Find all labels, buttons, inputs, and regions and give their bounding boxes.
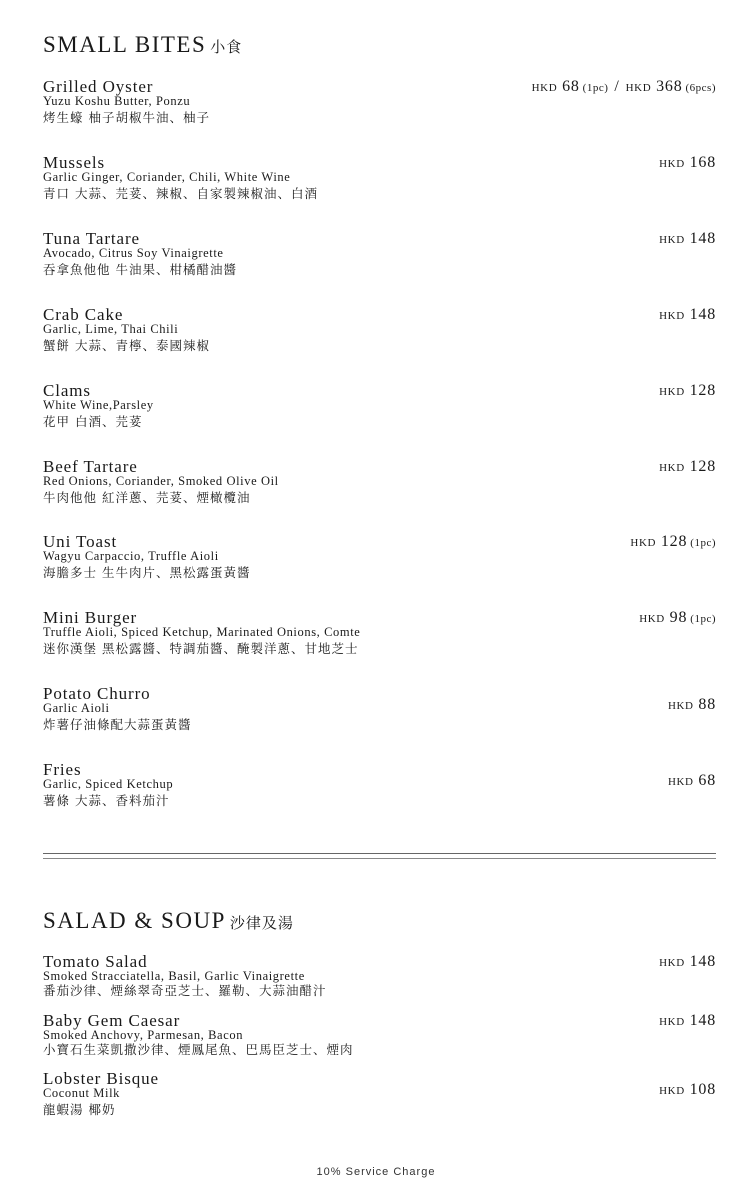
item-description: Garlic Aioli — [43, 701, 110, 715]
price-currency: HKD — [659, 957, 685, 969]
menu-item-beef-tartare — [43, 458, 716, 518]
item-description-zh: 蟹餅 大蒜、青檸、泰國辣椒 — [43, 338, 210, 353]
item-name: Beef Tartare — [43, 457, 138, 476]
price-currency: HKD — [667, 776, 694, 788]
item-name: Clams — [43, 381, 91, 400]
item-name: Baby Gem Caesar — [43, 1011, 181, 1030]
price-currency: HKD — [659, 310, 685, 322]
price-value: 148 — [689, 230, 716, 247]
price-currency: HKD — [639, 613, 665, 625]
item-name: Potato Churro — [43, 684, 151, 703]
price-value: 108 — [689, 1081, 716, 1098]
price-currency: HKD — [659, 1085, 685, 1097]
menu-item-fries — [43, 761, 716, 821]
price-unit: (1pc) — [690, 537, 716, 549]
price-value: 68 — [562, 78, 580, 95]
price-value: 98 — [669, 609, 688, 626]
item-description: Red Onions, Coriander, Smoked Olive Oil — [43, 474, 279, 488]
item-description: Truffle Aioli, Spiced Ketchup, Marinated Onions, Comte — [43, 625, 361, 639]
item-description-zh: 海膽多士 生牛肉片、黑松露蛋黃醬 — [43, 565, 251, 580]
item-description-zh: 牛肉他他 紅洋蔥、芫荽、煙橄欖油 — [43, 490, 251, 505]
item-description: White Wine,Parsley — [43, 398, 154, 412]
price-value: 128 — [660, 533, 688, 550]
item-price — [659, 306, 716, 325]
menu-item-grilled-oyster — [43, 78, 716, 138]
item-description-zh: 炸薯仔油條配大蒜蛋黃醬 — [43, 717, 192, 732]
menu-item-mussels — [43, 154, 716, 214]
service-charge-note: 10% Service Charge — [316, 1166, 436, 1178]
item-description: Garlic, Spiced Ketchup — [43, 777, 174, 791]
price-currency: HKD — [659, 462, 685, 474]
item-name: Lobster Bisque — [43, 1069, 160, 1088]
price-value: 128 — [689, 458, 716, 475]
item-price — [639, 609, 716, 628]
price-value: 168 — [689, 154, 716, 171]
price-unit: (6pcs) — [685, 82, 716, 94]
item-price — [659, 953, 716, 972]
section-title-salad-soup — [43, 909, 294, 932]
menu-item-clams — [43, 382, 716, 442]
section-title-small-bites — [43, 33, 242, 56]
section-title-zh: 沙律及湯 — [229, 914, 294, 932]
item-price — [659, 1081, 716, 1100]
menu-item-tuna-tartare — [43, 230, 716, 290]
price-value: 368 — [656, 78, 683, 95]
menu-item-mini-burger — [43, 609, 716, 669]
item-description: Avocado, Citrus Soy Vinaigrette — [43, 246, 224, 260]
item-price — [668, 772, 716, 791]
item-name: Tuna Tartare — [43, 229, 140, 248]
item-description-zh: 番茄沙律、煙絲翠奇亞芝士、羅勒、大蒜油醋汁 — [43, 983, 327, 998]
item-name: Mussels — [43, 153, 106, 172]
item-description: Wagyu Carpaccio, Truffle Aioli — [43, 549, 219, 563]
item-description-zh: 迷你漢堡 黑松露醬、特調茄醬、醃製洋蔥、甘地芝士 — [43, 641, 359, 656]
price-value: 88 — [698, 696, 716, 713]
item-price — [532, 78, 716, 97]
price-value: 148 — [689, 953, 716, 970]
price-currency: HKD — [625, 82, 652, 94]
price-unit: (1pc) — [690, 613, 716, 625]
price-separator: / — [614, 78, 620, 95]
item-description-zh: 吞拿魚他他 牛油果、柑橘醋油醬 — [43, 262, 237, 277]
item-description-zh: 小寶石生菜凱撒沙律、煙鳳尾魚、巴馬臣芝士、煙肉 — [43, 1042, 354, 1057]
section-title-en: SMALL BITES — [43, 32, 207, 57]
item-name: Mini Burger — [43, 608, 138, 627]
price-currency: HKD — [659, 234, 685, 246]
item-description-zh: 龍蝦湯 椰奶 — [43, 1102, 116, 1117]
item-price — [630, 533, 716, 552]
price-currency: HKD — [630, 537, 657, 549]
price-currency: HKD — [659, 386, 685, 398]
price-value: 128 — [689, 382, 716, 399]
section-divider — [43, 853, 716, 854]
item-description: Garlic, Lime, Thai Chili — [43, 322, 179, 336]
menu-item-baby-gem-caesar — [43, 1012, 716, 1072]
item-name: Fries — [43, 760, 82, 779]
item-name: Grilled Oyster — [43, 77, 154, 96]
price-value: 68 — [698, 772, 716, 789]
item-description-zh: 薯條 大蒜、香料茄汁 — [43, 793, 170, 808]
item-description: Garlic Ginger, Coriander, Chili, White Wine — [43, 170, 291, 184]
price-currency: HKD — [659, 158, 685, 170]
item-name: Crab Cake — [43, 305, 124, 324]
item-description-zh: 烤生蠔 柚子胡椒牛油、柚子 — [43, 110, 210, 125]
item-name: Tomato Salad — [43, 952, 148, 971]
menu-item-uni-toast — [43, 533, 716, 593]
price-unit: (1pc) — [582, 82, 609, 94]
menu-item-crab-cake — [43, 306, 716, 366]
item-description-zh: 青口 大蒜、芫荽、辣椒、自家製辣椒油、白酒 — [43, 186, 318, 201]
section-divider — [43, 858, 716, 859]
price-value: 148 — [689, 306, 716, 323]
item-price — [659, 1012, 716, 1031]
price-currency: HKD — [531, 82, 558, 94]
menu-item-potato-churro — [43, 685, 716, 745]
item-description: Smoked Anchovy, Parmesan, Bacon — [43, 1028, 244, 1042]
section-title-zh: 小食 — [210, 38, 243, 56]
menu-item-tomato-salad — [43, 953, 716, 1013]
item-description: Coconut Milk — [43, 1086, 120, 1100]
item-description: Smoked Stracciatella, Basil, Garlic Vinaigrette — [43, 969, 305, 983]
item-price — [659, 458, 716, 477]
price-value: 148 — [689, 1012, 716, 1029]
item-price — [668, 696, 716, 715]
section-title-en: SALAD & SOUP — [43, 908, 226, 933]
menu-item-lobster-bisque — [43, 1070, 716, 1130]
item-price — [659, 230, 716, 249]
item-description-zh: 花甲 白酒、芫荽 — [43, 414, 143, 429]
item-description: Yuzu Koshu Butter, Ponzu — [43, 94, 191, 108]
price-currency: HKD — [667, 700, 694, 712]
item-price — [659, 154, 716, 173]
price-currency: HKD — [659, 1016, 685, 1028]
item-price — [659, 382, 716, 401]
item-name: Uni Toast — [43, 532, 118, 551]
